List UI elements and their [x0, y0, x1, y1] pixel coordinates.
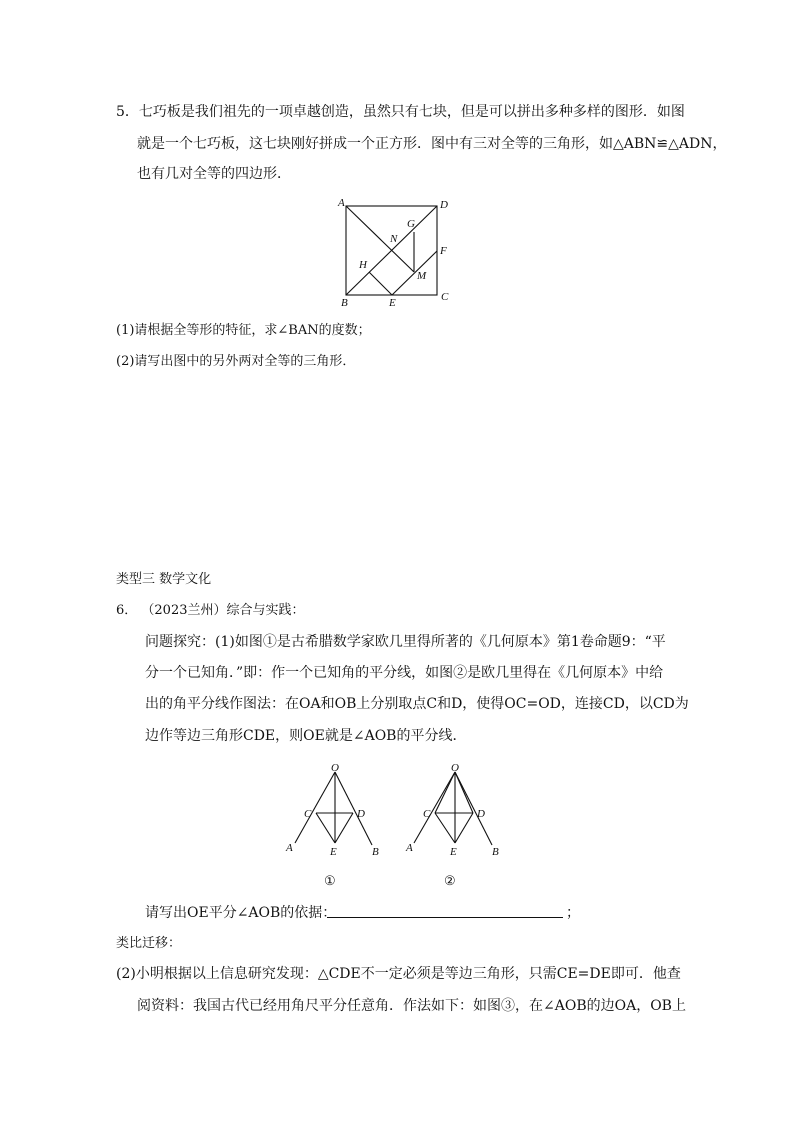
- fig2-label-C: C: [423, 808, 431, 820]
- fig1-label-A: A: [286, 842, 293, 854]
- q5-part-2: (2)请写出图中的另外两对全等的三角形．: [116, 354, 356, 369]
- q5-text-line-2: 就是一个七巧板，这七块刚好拼成一个正方形．图中有三对全等的三角形，如△ABN≌△ADN，: [137, 136, 727, 152]
- segment-OC-inner: [435, 772, 455, 813]
- label-B: B: [341, 297, 348, 309]
- fig2-label-O: O: [451, 762, 459, 774]
- label-M: M: [417, 270, 427, 282]
- label-C: C: [441, 291, 449, 303]
- ray-OA: [295, 772, 335, 843]
- q6-part-2-line-1: (2)小明根据以上信息研究发现：△CDE不一定必须是等边三角形，只需CE=DE即可．他查: [116, 966, 681, 982]
- angle-bisector-figure-1: [280, 757, 390, 892]
- fig1-label-B: B: [372, 846, 379, 858]
- fig2-label-A: A: [406, 842, 413, 854]
- answer-blank[interactable]: [327, 917, 563, 918]
- q6-prompt: 请写出OE平分∠AOB的依据：: [145, 905, 337, 921]
- label-A: A: [338, 197, 345, 209]
- fig1-caption: ①: [324, 873, 336, 888]
- fig2-caption: ②: [444, 873, 456, 888]
- angle-bisector-figure-2: [400, 757, 510, 892]
- fig2-label-E: E: [450, 846, 457, 858]
- label-H: H: [359, 259, 367, 271]
- q5-part-1: (1)请根据全等形的特征，求∠BAN的度数；: [116, 323, 371, 338]
- section-title: 类型三 数学文化: [116, 572, 212, 587]
- q6-prompt-end: ；: [566, 905, 580, 921]
- fig1-label-D: D: [357, 808, 365, 820]
- q6-text-line-2: 分一个已知角．”即：作一个已知角的平分线，如图②是欧几里得在《几何原本》中给: [145, 665, 664, 681]
- label-D: D: [440, 199, 448, 211]
- fig1-label-C: C: [304, 808, 312, 820]
- fig1-label-E: E: [330, 846, 337, 858]
- analogy-heading: 类比迁移：: [116, 936, 182, 951]
- segment-CE: [316, 813, 335, 843]
- fig2-label-B: B: [492, 846, 499, 858]
- segment-DE: [455, 813, 473, 843]
- label-E: E: [389, 297, 396, 309]
- segment-DE: [335, 813, 353, 843]
- q5-text-line-1: 5．七巧板是我们祖先的一项卓越创造，虽然只有七块，但是可以拼出多种多样的图形．如图: [116, 104, 685, 120]
- q6-header: 6． （2023兰州）综合与实践：: [116, 603, 305, 618]
- ray-OA: [414, 772, 455, 843]
- segment-CE: [435, 813, 455, 843]
- q6-part-2-line-2: 阅资料：我国古代已经用角尺平分任意角．作法如下：如图③，在∠AOB的边OA，OB上: [137, 998, 686, 1014]
- q6-text-line-3: 出的角平分线作图法：在OA和OB上分别取点C和D，使得OC=OD，连接CD，以CD为: [145, 696, 689, 712]
- q6-text-line-1: 问题探究：(1)如图①是古希腊数学家欧几里得所著的《几何原本》第1卷命题9：“平: [145, 634, 666, 650]
- label-F: F: [440, 245, 447, 257]
- tangram-figure: [330, 193, 460, 308]
- q6-text-line-4: 边作等边三角形CDE，则OE就是∠AOB的平分线．: [145, 728, 467, 744]
- tangram-segment-HE: [369, 272, 392, 295]
- fig1-label-O: O: [331, 762, 339, 774]
- fig2-label-D: D: [477, 808, 485, 820]
- label-N: N: [390, 233, 398, 245]
- segment-OD-inner: [455, 772, 473, 813]
- q5-text-line-3: 也有几对全等的四边形．: [137, 166, 291, 182]
- label-G: G: [407, 218, 415, 230]
